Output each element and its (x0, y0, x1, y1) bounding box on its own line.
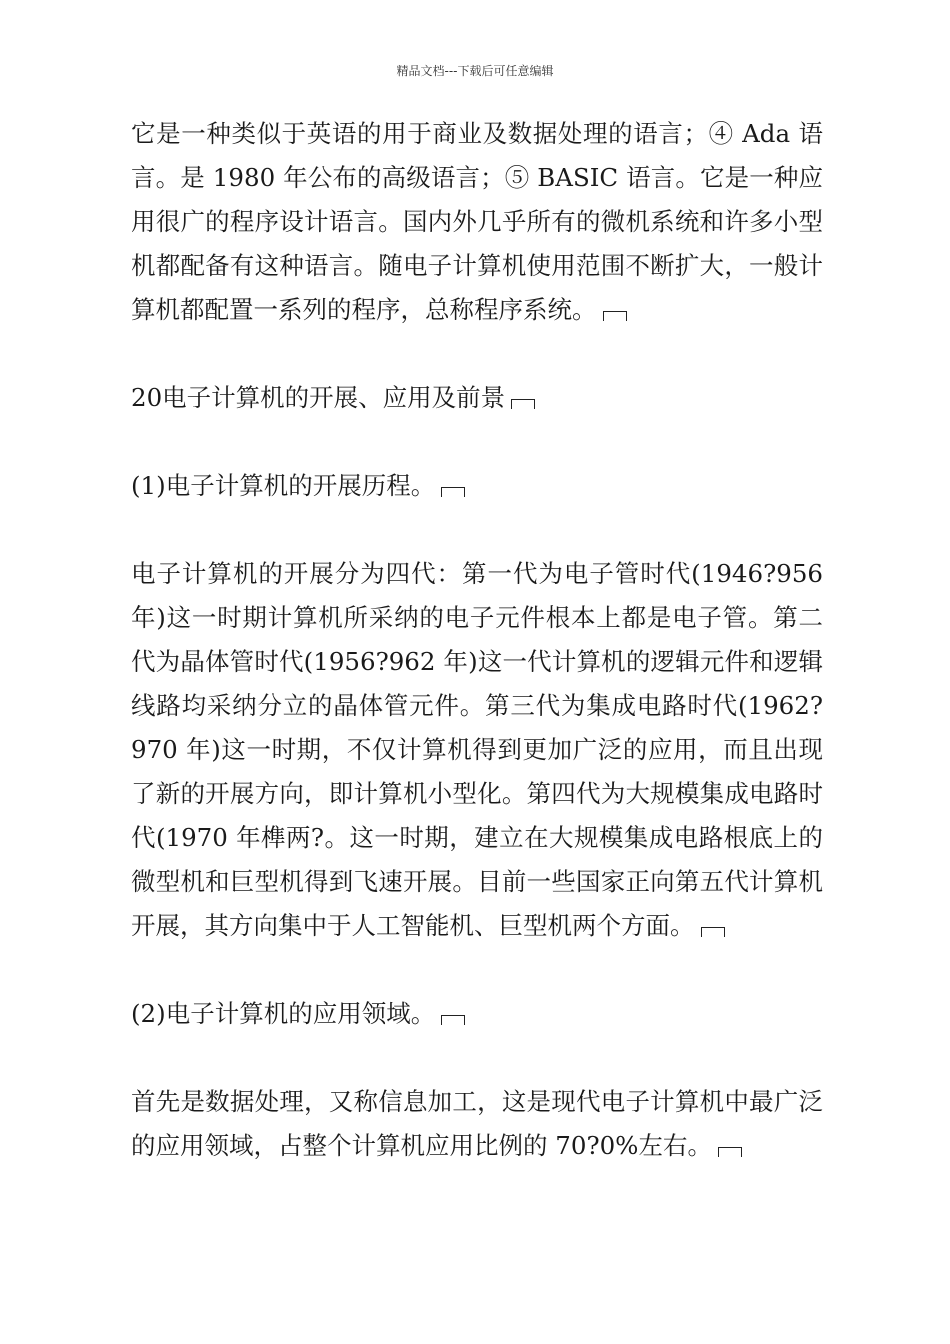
paragraph-end-mark-icon (511, 399, 535, 409)
paragraph-data-processing (131, 1080, 823, 1168)
subsection-heading-applications (131, 992, 823, 1036)
subsection-heading-history (131, 464, 823, 508)
heading-text: (1)电子计算机的开展历程。 (131, 471, 436, 500)
paragraph-end-mark-icon (701, 927, 725, 937)
document-body (131, 112, 823, 1212)
section-heading (131, 376, 823, 420)
paragraph-end-mark-icon (603, 311, 627, 321)
heading-text: 20电子计算机的开展、应用及前景 (131, 383, 506, 412)
paragraph-text: 首先是数据处理，又称信息加工，这是现代电子计算机中最广泛的应用领域，占整个计算机应用比例的 70?0%左右。 (131, 1087, 823, 1160)
paragraph-end-mark-icon (441, 487, 465, 497)
heading-text: (2)电子计算机的应用领域。 (131, 999, 436, 1028)
page-header: 精品文档---下载后可任意编辑 (396, 64, 554, 78)
paragraph-programming-languages (131, 112, 823, 332)
paragraph-text: 它是一种类似于英语的用于商业及数据处理的语言；④ Ada 语言。是 1980 年公布的高级语言；⑤ BASIC 语言。它是一种应用很广的程序设计语言。国内外几乎所有的微机系统和许多小型机都配备有这种语言。随电子计算机使用范围不断扩大，一般计算机都配置一系列的程序，总称程序系统。 (131, 119, 823, 324)
paragraph-end-mark-icon (718, 1147, 742, 1157)
paragraph-four-generations (131, 552, 823, 948)
paragraph-end-mark-icon (441, 1015, 465, 1025)
paragraph-text: 电子计算机的开展分为四代：第一代为电子管时代(1946?956 年)这一时期计算机所采纳的电子元件根本上都是电子管。第二代为晶体管时代(1956?962 年)这一代计算机的逻辑元件和逻辑线路均采纳分立的晶体管元件。第三代为集成电路时代(1962?970 年)这一时期，不仅计算机得到更加广泛的应用，而且出现了新的开展方向，即计算机小型化。第四代为大规模集成电路时代(1970 年榫两?。这一时期，建立在大规模集成电路根底上的微型机和巨型机得到飞速开展。目前一些国家正向第五代计算机开展，其方向集中于人工智能机、巨型机两个方面。 (131, 559, 823, 940)
